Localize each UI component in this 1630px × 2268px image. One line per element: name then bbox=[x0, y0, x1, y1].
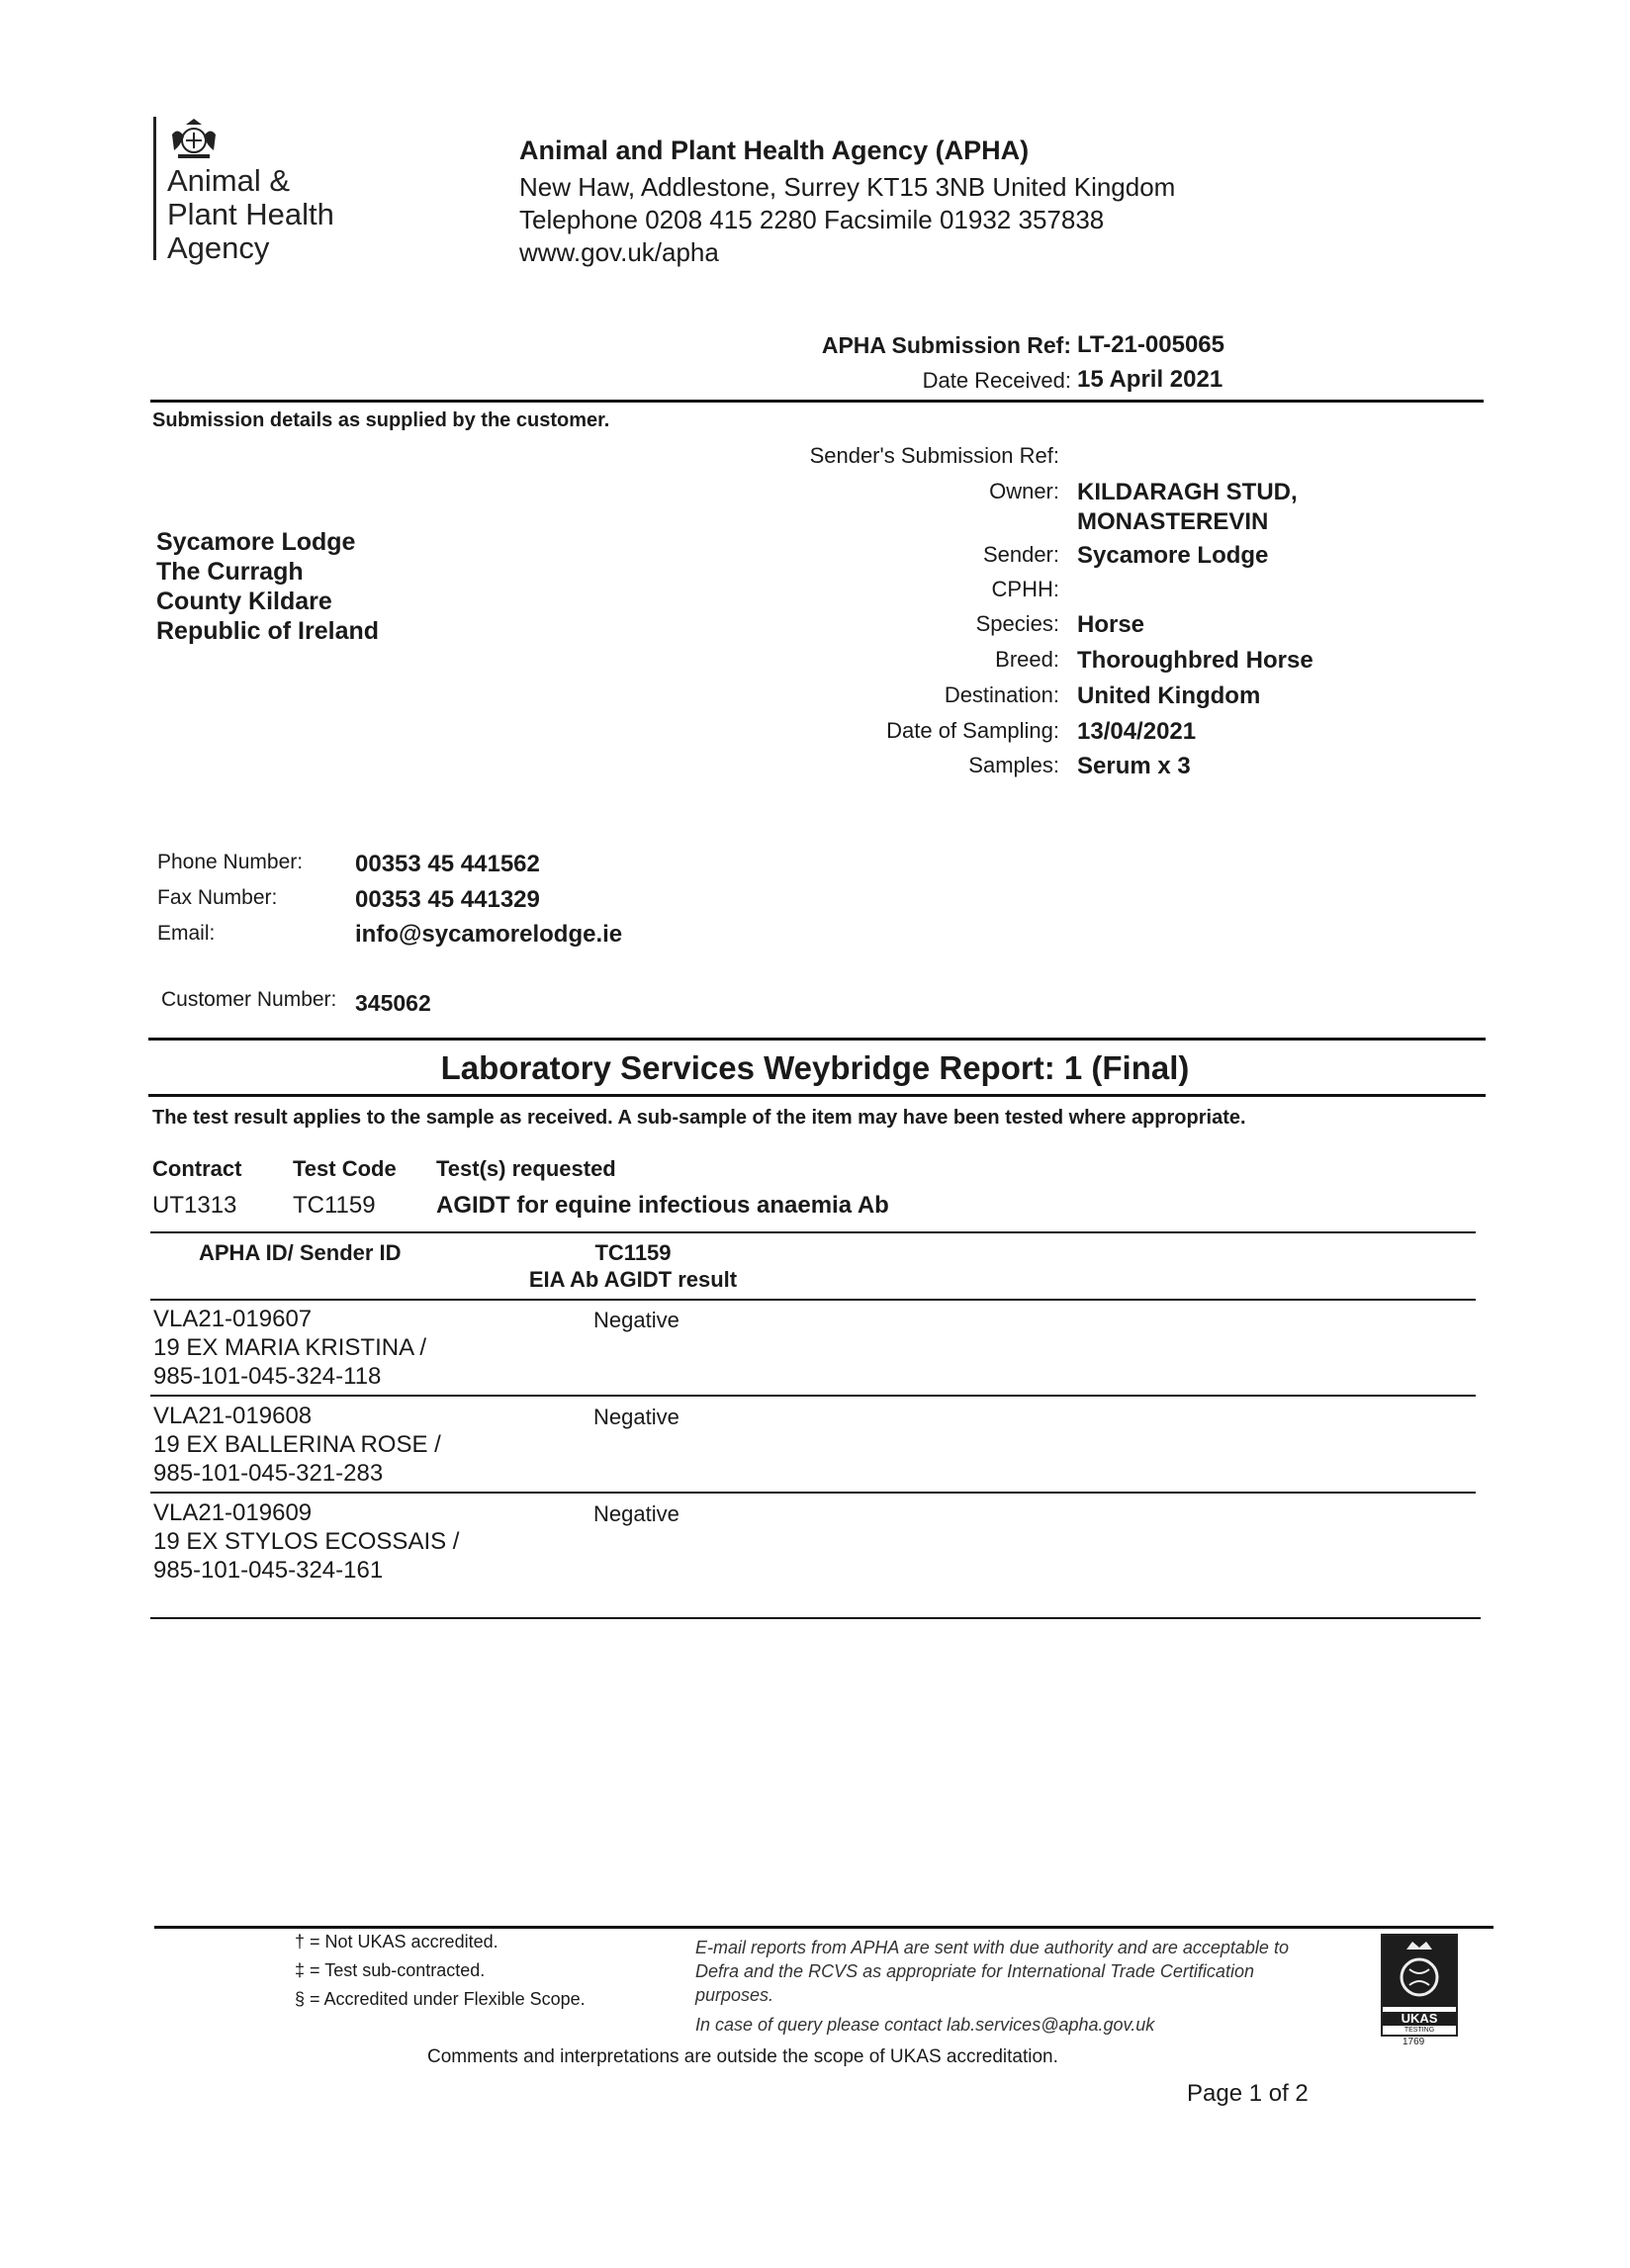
sender-id: 19 EX BALLERINA ROSE / 985-101-045-321-283 bbox=[153, 1431, 441, 1487]
email-note: E-mail reports from APHA are sent with due authority and are acceptable to Defra and the RCVS as appropriate for International Trade Certification purposes. bbox=[695, 1938, 1289, 2005]
ukas-sub: TESTING bbox=[1404, 2027, 1435, 2034]
page-number: Page 1 of 2 bbox=[1187, 2080, 1309, 2107]
address-line: Republic of Ireland bbox=[156, 617, 380, 645]
submission-ref-value: LT-21-005065 bbox=[1077, 331, 1224, 358]
sender-ref-label: Sender's Submission Ref: bbox=[809, 443, 1059, 468]
table-row bbox=[153, 1402, 480, 1488]
agency-address: New Haw, Addlestone, Surrey KT15 3NB United Kingdom bbox=[519, 172, 1176, 202]
result-value: Negative bbox=[593, 1501, 679, 1526]
logo-divider bbox=[153, 117, 156, 260]
customer-number-label: Customer Number: bbox=[161, 988, 337, 1011]
report-top-divider bbox=[148, 1038, 1486, 1041]
agency-logo-wordmark bbox=[167, 164, 334, 265]
logo-line: Plant Health bbox=[167, 197, 334, 231]
fax-value: 00353 45 441329 bbox=[355, 886, 540, 913]
results-test-header-code: TC1159 bbox=[594, 1240, 672, 1265]
contract-value: UT1313 bbox=[152, 1192, 237, 1219]
apha-id: VLA21-019607 bbox=[153, 1306, 313, 1332]
comments-note: Comments and interpretations are outside the scope of UKAS accreditation. bbox=[427, 2046, 1058, 2067]
header-divider bbox=[150, 400, 1484, 403]
applies-note: The test result applies to the sample as received. A sub-sample of the item may have been tested where appropriate. bbox=[152, 1107, 1246, 1129]
ukas-logo bbox=[1381, 1934, 1458, 2037]
owner-value-1: KILDARAGH STUD, bbox=[1077, 479, 1298, 505]
samples-value: Serum x 3 bbox=[1077, 753, 1191, 779]
species-value: Horse bbox=[1077, 611, 1145, 638]
result-value: Negative bbox=[593, 1308, 679, 1332]
table-row bbox=[153, 1305, 480, 1391]
agency-name: Animal and Plant Health Agency (APHA) bbox=[519, 136, 1030, 165]
phone-label: Phone Number: bbox=[157, 851, 304, 873]
test-code-header: Test Code bbox=[293, 1156, 397, 1181]
email-value: info@sycamorelodge.ie bbox=[355, 921, 623, 948]
sender-label: Sender: bbox=[982, 542, 1059, 567]
query-note: In case of query please contact lab.services@apha.gov.uk bbox=[695, 2015, 1155, 2035]
phone-value: 00353 45 441562 bbox=[355, 851, 540, 877]
owner-value-2: MONASTEREVIN bbox=[1077, 508, 1269, 535]
legend-not-accredited: † = Not UKAS accredited. bbox=[295, 1932, 498, 1951]
fax-label: Fax Number: bbox=[157, 886, 278, 909]
customer-number-value: 345062 bbox=[355, 990, 431, 1016]
address-line: The Curragh bbox=[156, 558, 304, 586]
sender-id: 19 EX STYLOS ECOSSAIS / 985-101-045-324-161 bbox=[153, 1528, 460, 1584]
results-test-header-name: EIA Ab AGIDT result bbox=[528, 1267, 738, 1292]
agency-web: www.gov.uk/apha bbox=[519, 237, 719, 267]
ukas-label: UKAS bbox=[1383, 2012, 1456, 2026]
owner-label: Owner: bbox=[989, 479, 1059, 503]
test-requested-value: AGIDT for equine infectious anaemia Ab bbox=[436, 1192, 889, 1219]
submission-note: Submission details as supplied by the customer. bbox=[152, 409, 610, 431]
test-code-value: TC1159 bbox=[293, 1192, 376, 1219]
ukas-crown-icon bbox=[1383, 1936, 1456, 2007]
footer-divider bbox=[154, 1926, 1494, 1929]
row-divider bbox=[150, 1395, 1476, 1397]
table-row bbox=[153, 1498, 470, 1585]
legend-flexible-scope: § = Accredited under Flexible Scope. bbox=[295, 1989, 586, 2009]
legend-subcontracted: ‡ = Test sub-contracted. bbox=[295, 1960, 486, 1980]
apha-id: VLA21-019609 bbox=[153, 1499, 313, 1526]
ukas-number: 1769 bbox=[1403, 2037, 1425, 2047]
submission-ref-label: APHA Submission Ref: bbox=[821, 332, 1071, 358]
agency-phone: Telephone 0208 415 2280 Facsimile 01932 357838 bbox=[519, 205, 1105, 234]
table-bottom-divider bbox=[150, 1617, 1481, 1619]
contract-header: Contract bbox=[152, 1156, 242, 1181]
breed-label: Breed: bbox=[995, 647, 1059, 672]
tests-requested-header: Test(s) requested bbox=[436, 1156, 616, 1181]
sampling-date-label: Date of Sampling: bbox=[886, 718, 1059, 743]
samples-label: Samples: bbox=[968, 753, 1059, 777]
date-received-value: 15 April 2021 bbox=[1077, 366, 1223, 393]
agency-block bbox=[519, 135, 1175, 269]
sender-id: 19 EX MARIA KRISTINA / 985-101-045-324-118 bbox=[153, 1334, 427, 1390]
sampling-date-value: 13/04/2021 bbox=[1077, 718, 1197, 745]
results-id-header: APHA ID/ Sender ID bbox=[199, 1240, 402, 1265]
address-line: Sycamore Lodge bbox=[156, 528, 356, 556]
destination-label: Destination: bbox=[944, 682, 1059, 707]
report-title: Laboratory Services Weybridge Report: 1 (Final) bbox=[440, 1049, 1190, 1086]
logo-line: Animal & bbox=[167, 163, 291, 198]
apha-id: VLA21-019608 bbox=[153, 1403, 313, 1429]
destination-value: United Kingdom bbox=[1077, 682, 1261, 709]
breed-value: Thoroughbred Horse bbox=[1077, 647, 1313, 674]
sender-value: Sycamore Lodge bbox=[1077, 542, 1269, 569]
row-divider bbox=[150, 1492, 1476, 1494]
address-line: County Kildare bbox=[156, 588, 332, 615]
result-value: Negative bbox=[593, 1405, 679, 1429]
report-bottom-divider bbox=[148, 1094, 1486, 1097]
email-label: Email: bbox=[157, 922, 216, 945]
species-label: Species: bbox=[975, 611, 1059, 636]
date-received-label: Date Received: bbox=[922, 368, 1071, 393]
cphh-label: CPHH: bbox=[991, 577, 1059, 601]
results-top-divider bbox=[150, 1231, 1476, 1233]
results-header-divider bbox=[150, 1299, 1476, 1301]
royal-crest-icon bbox=[166, 117, 222, 160]
customer-address bbox=[156, 527, 379, 646]
logo-line: Agency bbox=[167, 230, 270, 265]
